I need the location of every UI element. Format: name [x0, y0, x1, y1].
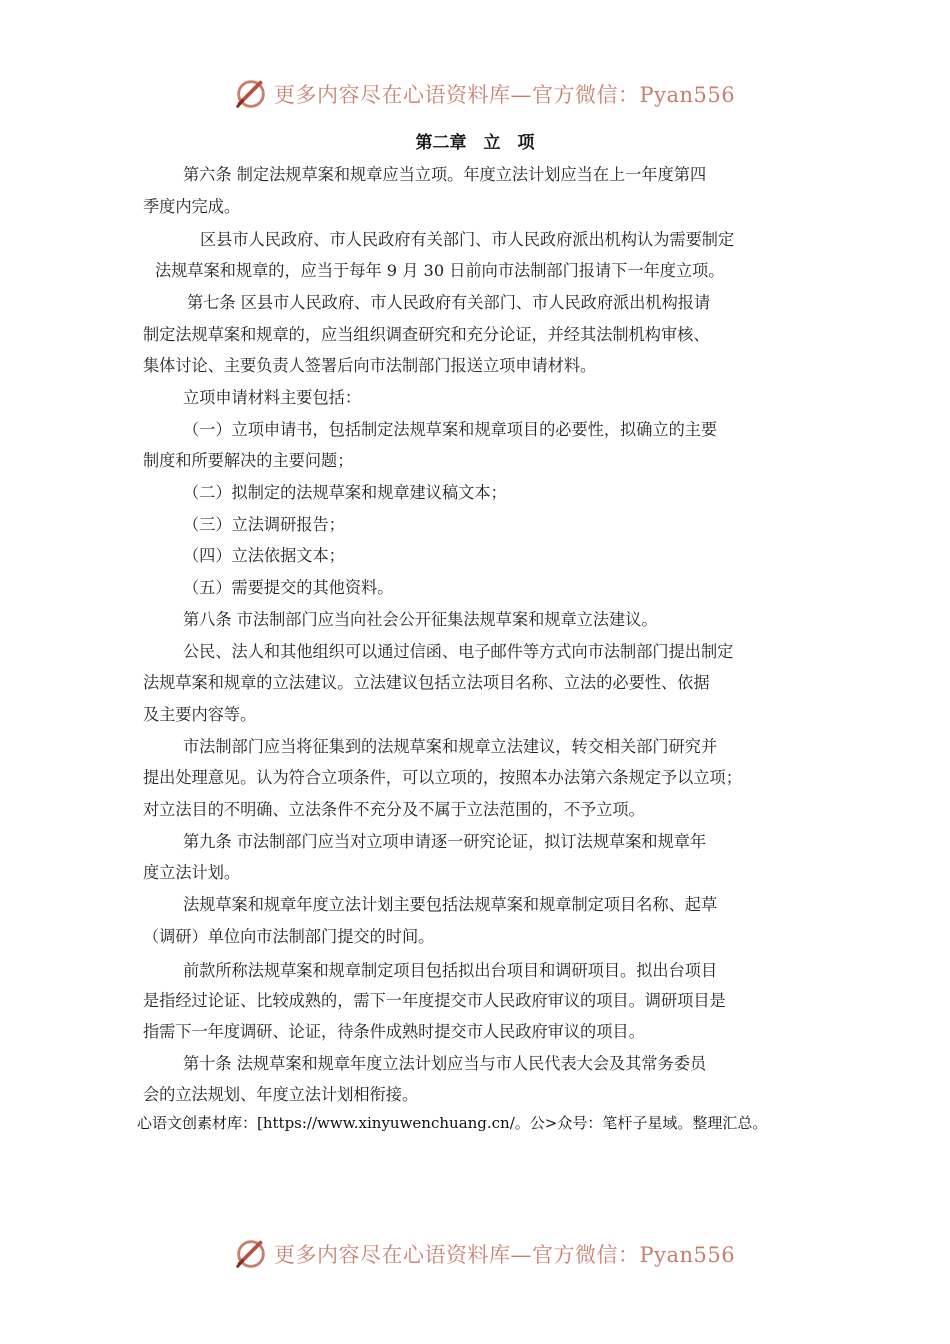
text-line: 制定法规草案和规章的，应当组织调查研究和充分论证，并经其法制机构审核、 [143, 325, 710, 344]
text-line: 前款所称法规草案和规章制定项目包括拟出台项目和调研项目。拟出台项目 [183, 961, 718, 980]
text-line: 公民、法人和其他组织可以通过信函、电子邮件等方式向市法制部门提出制定 [183, 642, 734, 661]
text-line: 区县市人民政府、市人民政府有关部门、市人民政府派出机构认为需要制定 [200, 230, 735, 249]
source-footer: 心语文创素材库：[https://www.xinyuwenchuang.cn/。公>众号：笔杆子星域。整理汇总。 [137, 1114, 768, 1132]
text-line: （一）立项申请书，包括制定法规草案和规章项目的必要性，拟确立的主要 [183, 420, 718, 439]
text-line: 第六条 制定法规草案和规章应当立项。年度立法计划应当在上一年度第四 [183, 165, 707, 184]
watermark-banner-bottom [232, 1234, 735, 1274]
brush-logo-icon [232, 1235, 270, 1273]
text-line: 法规草案和规章年度立法计划主要包括法规草案和规章制定项目名称、起草 [183, 895, 718, 914]
text-line: 度立法计划。 [143, 863, 241, 882]
text-line: 是指经过论证、比较成熟的，需下一年度提交市人民政府审议的项目。调研项目是 [143, 991, 726, 1010]
text-line: 第九条 市法制部门应当对立项申请逐一研究论证，拟订法规草案和规章年 [183, 832, 707, 851]
text-line: 对立法目的不明确、立法条件不充分及不属于立法范围的，不予立项。 [143, 800, 645, 819]
text-line: 第八条 市法制部门应当向社会公开征集法规草案和规章立法建议。 [183, 610, 658, 629]
text-line: （调研）单位向市法制部门提交的时间。 [143, 927, 435, 946]
text-line: 季度内完成。 [143, 197, 241, 216]
text-line: 第十条 法规草案和规章年度立法计划应当与市人民代表大会及其常务委员 [183, 1054, 707, 1073]
text-line: 及主要内容等。 [143, 705, 257, 724]
text-line: 市法制部门应当将征集到的法规草案和规章立法建议，转交相关部门研究并 [183, 737, 718, 756]
text-line: 第七条 区县市人民政府、市人民政府有关部门、市人民政府派出机构报请 [187, 293, 711, 312]
watermark-text: 更多内容尽在心语资料库—官方微信：Pyan556 [274, 1243, 736, 1267]
text-line: 制度和所要解决的主要问题； [143, 451, 354, 470]
chapter-title: 第二章 立 项 [415, 133, 535, 153]
text-line: （五）需要提交的其他资料。 [183, 578, 394, 597]
text-line: 会的立法规划、年度立法计划相衔接。 [143, 1085, 419, 1104]
watermark-banner-top [232, 74, 735, 114]
text-line: （三）立法调研报告； [183, 515, 345, 534]
text-line: （四）立法依据文本； [183, 546, 345, 565]
text-line: 法规草案和规章的立法建议。立法建议包括立法项目名称、立法的必要性、依据 [143, 673, 710, 692]
text-line: （二）拟制定的法规草案和规章建议稿文本； [183, 483, 507, 502]
text-line: 集体讨论、主要负责人签署后向市法制部门报送立项申请材料。 [143, 356, 597, 375]
text-line: 立项申请材料主要包括： [183, 388, 362, 407]
watermark-text: 更多内容尽在心语资料库—官方微信：Pyan556 [274, 83, 736, 107]
text-line: 指需下一年度调研、论证，待条件成熟时提交市人民政府审议的项目。 [143, 1022, 645, 1041]
text-line: 提出处理意见。认为符合立项条件，可以立项的，按照本办法第六条规定予以立项； [143, 768, 742, 787]
brush-logo-icon [232, 75, 270, 113]
text-line: 法规草案和规章的，应当于每年 9 月 30 日前向市法制部门报请下一年度立项。 [155, 261, 725, 280]
